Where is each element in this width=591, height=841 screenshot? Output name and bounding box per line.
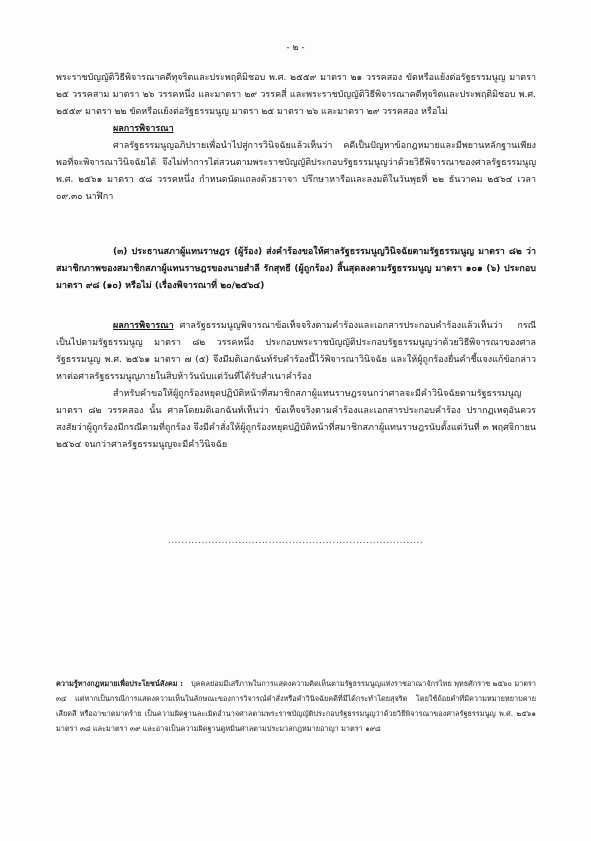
legal-knowledge-footer	[56, 676, 536, 736]
section-separator: ............................................................................	[167, 536, 424, 546]
footer-paragraph	[56, 676, 536, 736]
section-2-result-heading: ผลการพิจารณา	[113, 321, 174, 331]
section-2-heading-block	[56, 244, 536, 295]
section-1	[56, 70, 536, 206]
section-2-heading: (๓) ประธานสภาผู้แทนราษฎร (ผู้ร้อง) ส่งคำร้องขอให้ศาลรัฐธรรมนูญวินิจฉัยตามรัฐธรรมนูญ มาตรา ๘๒ ว่า สมาชิกภาพของสมาชิกสภาผู้แทนราษฎรของนายสำลี รักสุทธี (ผู้ถูกร้อง) สิ้นสุดลงตามรัฐธรรมนูญ มาตรา ๑๐๑ (๖) ประกอบมาตรา ๙๘ (๑๐) หรือไม่ (เรื่องพิจารณาที่ ๒๐/๒๕๖๔)	[56, 247, 536, 291]
footer-label: ความรู้ทางกฎหมายเพื่อประโยชน์สังคม :	[56, 679, 184, 688]
section-1-continuation: พระราชบัญญัติวิธีพิจารณาคดีทุจริตและประพฤติมิชอบ พ.ศ. ๒๕๕๙ มาตรา ๒๑ วรรคสอง ขัดหรือแย้งต่อรัฐธรรมนูญ มาตรา ๒๕ วรรคสาม มาตรา ๒๖ วรรคหนึ่ง และมาตรา ๒๙ วรรคสี่ และพระราชบัญญัติวิธีพิจารณาคดีทุจริตและประพฤติมิชอบ พ.ศ. ๒๕๕๙ มาตรา ๒๒ ขัดหรือแย้งต่อรัฐธรรมนูญ มาตรา ๒๕ มาตรา ๒๖ และมาตรา ๒๙ วรรคสอง หรือไม่	[56, 73, 536, 117]
section-1-result-text: ศาลรัฐธรรมนูญอภิปรายเพื่อนำไปสู่การวินิจฉัยแล้วเห็นว่า คดีเป็นปัญหาข้อกฎหมายและมีพยานหลักฐานเพียงพอที่จะพิจารณาวินิจฉัยได้ จึงไม่ทำการไต่สวนตามพระราชบัญญัติประกอบรัฐธรรมนูญว่าด้วยวิธีพิจารณาของศาลรัฐธรรมนูญ พ.ศ. ๒๕๖๑ มาตรา ๕๘ วรรคหนึ่ง กำหนดนัดแถลงด้วยวาจา ปรึกษาหารือและลงมติในวันพุธที่ ๒๒ ธันวาคม ๒๕๖๔ เวลา ๐๙.๓๐ นาฬิกา	[56, 141, 536, 202]
section-2-interim-text: สำหรับคำขอให้ผู้ถูกร้องหยุดปฏิบัติหน้าที่สมาชิกสภาผู้แทนราษฎรจนกว่าศาลจะมีคำวินิจฉัยตามรัฐธรรมนูญ มาตรา ๘๒ วรรคสอง นั้น ศาลโดยมติเอกฉันท์เห็นว่า ข้อเท็จจริงตามคำร้องและเอกสารประกอบคำร้อง ปรากฏเหตุอันควรสงสัยว่าผู้ถูกร้องมีกรณีตามที่ถูกร้อง จึงมีคำสั่งให้ผู้ถูกร้องหยุดปฏิบัติหน้าที่สมาชิกสภาผู้แทนราษฎรนับตั้งแต่วันที่ ๓ พฤศจิกายน ๒๕๖๔ จนกว่าศาลรัฐธรรมนูญจะมีคำวินิจฉัย	[56, 389, 536, 450]
section-1-result-heading: ผลการพิจารณา	[113, 124, 174, 134]
section-2	[56, 318, 536, 454]
footer-text: บุคคลย่อมมีเสรีภาพในการแสดงความคิดเห็นตามรัฐธรรมนูญแห่งราชอาณาจักรไทย พุทธศักราช ๒๕๖๐ มาตรา ๓๔ แต่หากเป็นกรณีการแสดงความเห็นในลักษณะของการวิจารณ์คำสั่งหรือคำวินิจฉัยคดีที่มีได้กระทำโดยสุจริต โดยใช้ถ้อยคำที่มีความหมายหยาบคาย เสียดสี หรืออาฆาตมาดร้าย เป็นความผิดฐานละเมิดอำนาจศาลตามพระราชบัญญัติประกอบรัฐธรรมนูญว่าด้วยวิธีพิจารณาของศาลรัฐธรรมนูญ พ.ศ. ๒๕๖๑ มาตรา ๓๘ และมาตรา ๓๙ และอาจเป็นความผิดฐานดูหมิ่นศาลตามประมวลกฎหมายอาญา มาตรา ๑๙๘	[56, 679, 536, 733]
page-number: - ๒ -	[286, 43, 305, 53]
section-2-result-text: ศาลรัฐธรรมนูญพิจารณาข้อเท็จจริงตามคำร้องและเอกสารประกอบคำร้องแล้วเห็นว่า กรณีเป็นไปตามรัฐธรรมนูญ มาตรา ๘๒ วรรคหนึ่ง ประกอบพระราชบัญญัติประกอบรัฐธรรมนูญว่าด้วยวิธีพิจารณาของศาลรัฐธรรมนูญ พ.ศ. ๒๕๖๑ มาตรา ๗ (๕) จึงมีมติเอกฉันท์รับคำร้องนี้ไว้พิจารณาวินิจฉัย และให้ผู้ถูกร้องยื่นคำชี้แจงแก้ข้อกล่าวหาต่อศาลรัฐธรรมนูญภายในสิบห้าวันนับแต่วันที่ได้รับสำเนาคำร้อง	[56, 321, 536, 382]
section-2-result-paragraph	[56, 318, 536, 386]
